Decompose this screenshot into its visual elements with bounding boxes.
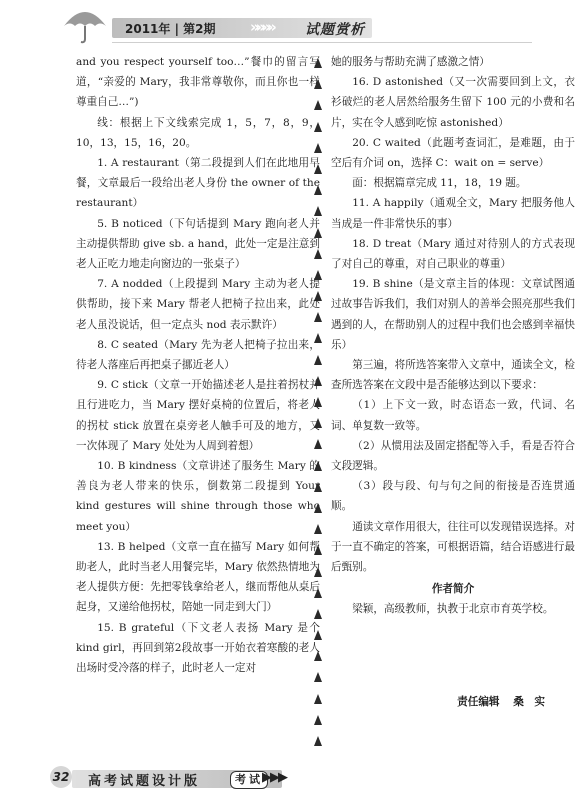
author-heading: 作者简介 [431, 583, 475, 596]
divider-arrow-icon [314, 100, 322, 110]
page-number: 32 [50, 766, 72, 788]
divider-arrow-icon [314, 355, 322, 365]
paragraph: 10. B kindness（文章讲述了服务生 Mary 的善良为老人带来的快乐，倒数第二段提到 Your kind gestures will shine through those who meet you） [76, 460, 320, 533]
divider-arrow-icon [314, 79, 322, 89]
divider-arrow-icon [314, 482, 322, 492]
divider-arrow-icon [314, 58, 322, 68]
paragraph: 18. D treat（Mary 通过对待别人的方式表现了对自己的尊重，对自己职业的尊重） [331, 237, 575, 271]
divider-arrow-icon [314, 333, 322, 343]
divider-arrow-icon [314, 672, 322, 682]
paragraph: 9. C stick（文章一开始描述老人是拄着拐杖并且行进吃力，当 Mary 摆好桌椅的位置后，将老人的拐杖 stick 放置在桌旁老人触手可及的地方，又一次体现了 Mary 处处为人周到着想） [76, 379, 320, 452]
divider-arrow-icon [314, 524, 322, 534]
paragraph: 梁颖，高级教师，执教于北京市育英学校。 [352, 603, 554, 616]
divider-arrow-icon [314, 630, 322, 640]
divider-arrow-icon [314, 715, 322, 725]
divider-arrow-icon [314, 249, 322, 259]
paragraph: 11. A happily（通观全文，Mary 把服务他人当成是一件非常快乐的事） [331, 197, 575, 230]
issue-label: 2011年 | 第2期 [125, 22, 216, 36]
page-header [0, 0, 581, 46]
divider-arrow-icon [314, 397, 322, 407]
divider-arrow-icon [314, 545, 322, 555]
editor-credit [331, 680, 575, 710]
divider-arrow-icon [314, 291, 322, 301]
divider-arrow-icon [314, 567, 322, 577]
right-column [331, 52, 575, 692]
divider-arrow-icon [314, 185, 322, 195]
paragraph: 她的服务与帮助充满了感激之情） [331, 56, 490, 68]
section-title: 试题赏析 [305, 22, 365, 38]
divider-arrow-icon [314, 376, 322, 386]
divider-arrow-icon [314, 736, 322, 746]
divider-arrow-icon [314, 588, 322, 598]
left-column [76, 52, 320, 760]
divider-arrow-icon [314, 503, 322, 513]
divider-arrow-icon [314, 461, 322, 471]
umbrella-icon [60, 4, 110, 44]
divider-arrow-icon [314, 312, 322, 322]
paragraph: 19. B shine（是文章主旨的体现：文章试图通过故事告诉我们，我们对别人的善举会照亮那些我们遇到的人，在帮助别人的过程中我们也会感到幸福快乐） [331, 278, 575, 351]
divider-arrow-icon [314, 206, 322, 216]
footer-badge: 考试 [230, 771, 268, 789]
paragraph: 第三遍，将所选答案带入文章中，通读全文，检查所选答案在文段中是否能够达到以下要求： [331, 359, 575, 392]
footer-arrows-icon: ▶▶▶ [262, 770, 286, 785]
magazine-title: 高考试题设计版 [88, 774, 201, 789]
divider-arrow-icon [314, 694, 322, 704]
divider-arrow-icon [314, 418, 322, 428]
column-divider [312, 58, 324, 758]
divider-arrow-icon [314, 228, 322, 238]
paragraph: 1. A restaurant（第二段提到人们在此地用早餐，文章最后一段给出老人身份 the owner of the restaurant） [76, 157, 320, 210]
header-arrows-icon: »»»» [250, 18, 273, 36]
divider-arrow-icon [314, 609, 322, 619]
divider-arrow-icon [314, 122, 322, 132]
divider-arrow-icon [314, 439, 322, 449]
paragraph: 16. D astonished（又一次需要回到上文，衣衫破烂的老人居然给服务生留下 100 元的小费和名片，实在令人感到吃惊 astonished） [331, 76, 575, 129]
paragraph: （3）段与段、句与句之间的衔接是否连贯通顺。 [331, 480, 575, 513]
page-footer [0, 762, 581, 800]
divider-arrow-icon [314, 270, 322, 280]
paragraph: 线：根据上下文线索完成 1，5，7，8，9，10，13，15，16，20。 [76, 116, 320, 149]
divider-arrow-icon [314, 164, 322, 174]
paragraph: and you respect yourself too…”餐巾的留言写道，“亲爱的 Mary，我非常尊敬你，而且你也一样尊重自己…”) [76, 56, 320, 109]
paragraph: 通读文章作用很大，往往可以发现错误选择。对于一直不确定的答案，可根据语篇，结合语感进行最后甄别。 [331, 520, 575, 574]
header-rule [112, 42, 532, 43]
divider-arrow-icon [314, 651, 322, 661]
paragraph: 8. C seated（Mary 先为老人把椅子拉出来，待老人落座后再把桌子挪近老人） [76, 338, 320, 372]
paragraph: 13. B helped（文章一直在描写 Mary 如何帮助老人，此时当老人用餐完毕，Mary 依然热情地为老人提供方便：先把零钱拿给老人，继而帮他从桌后起身，又递给他拐杖，陪她一同走到大门） [76, 540, 320, 614]
divider-arrow-icon [314, 143, 322, 153]
paragraph: 5. B noticed（下句话提到 Mary 跑向老人并主动提供帮助 give sb. a hand，此处一定是注意到老人正吃力地走向窗边的一张桌子） [76, 217, 320, 271]
paragraph: （2）从惯用法及固定搭配等入手，看是否符合文段逻辑。 [331, 439, 575, 473]
paragraph: 面：根据篇章完成 11，18，19 题。 [352, 177, 527, 190]
paragraph: 15. B grateful（下文老人表扬 Mary 是个 kind girl，再回到第2段故事一开始衣着寒酸的老人出场时受冷落的样子，此时老人一定对 [76, 621, 320, 675]
paragraph: 20. C waited（此题考查词汇，是难题，由于空后有介词 on，选择 C：wait on = serve） [331, 136, 575, 170]
paragraph: 7. A nodded（上段提到 Mary 主动为老人提供帮助，接下来 Mary 帮老人把椅子拉出来，此处老人虽没说话，但一定点头 nod 表示默许） [76, 278, 320, 331]
editor-label: 责任编辑 [457, 696, 500, 708]
paragraph: （1）上下文一致，时态语态一致，代词、名词、单复数一致等。 [331, 399, 575, 432]
editor-name: 桑 实 [513, 696, 545, 708]
